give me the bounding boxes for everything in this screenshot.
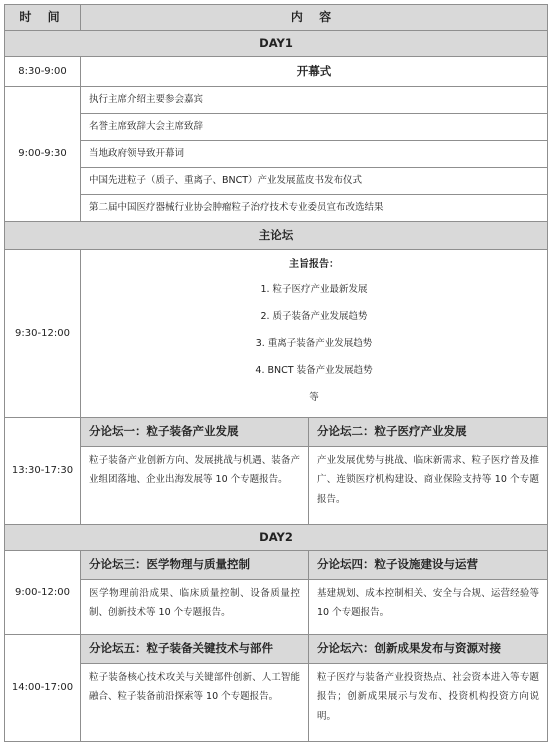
- subforum-5-title: 分论坛五：粒子装备关键技术与部件: [81, 635, 309, 664]
- subforum-3-title: 分论坛三：医学物理与质量控制: [81, 551, 309, 580]
- agenda-table: [4, 4, 548, 742]
- keynote-block: [81, 250, 548, 418]
- subforum-4-body: 基建规划、成本控制相关、安全与合规、运营经验等 10 个专题报告。: [309, 580, 548, 635]
- subforum-3-body: 医学物理前沿成果、临床质量控制、设备质量控制、创新技术等 10 个专题报告。: [81, 580, 309, 635]
- header-content: 内 容: [81, 5, 548, 31]
- main-forum-title: 主论坛: [5, 222, 548, 250]
- subforum-5-6-title-row: [5, 635, 548, 664]
- opening-item-4: 中国先进粒子（质子、重离子、BNCT）产业发展蓝皮书发布仪式: [81, 168, 548, 195]
- subforum-1-title: 分论坛一：粒子装备产业发展: [81, 418, 309, 447]
- list-item: [5, 195, 548, 222]
- subforum-6-body: 粒子医疗与装备产业投资热点、社会资本进入等专题报告；创新成果展示与发布、投资机构投资方向说明。: [309, 664, 548, 742]
- subforum-2-title: 分论坛二：粒子医疗产业发展: [309, 418, 548, 447]
- opening-row: [5, 57, 548, 87]
- day1-label: DAY1: [5, 31, 548, 57]
- subforum-1-2-title-row: [5, 418, 548, 447]
- subforum-5-body: 粒子装备核心技术攻关与关键部件创新、人工智能融合、粒子装备前沿探索等 10 个专题报告。: [81, 664, 309, 742]
- day2-afternoon-time: 14:00-17:00: [5, 635, 81, 742]
- keynote-row: [5, 250, 548, 418]
- main-forum-time: 9:30-12:00: [5, 250, 81, 418]
- opening-item-2: 名誉主席致辞大会主席致辞: [81, 114, 548, 141]
- header-time: 时 间: [5, 5, 81, 31]
- subforum-3-4-title-row: [5, 551, 548, 580]
- list-item: [5, 87, 548, 114]
- subforum-1-body: 粒子装备产业创新方向、发展挑战与机遇、装备产业组团落地、企业出海发展等 10 个专题报告。: [81, 447, 309, 525]
- table-header-row: [5, 5, 548, 31]
- opening-program-time: 9:00-9:30: [5, 87, 81, 222]
- opening-title: 开幕式: [81, 57, 548, 87]
- subforum-6-title: 分论坛六：创新成果发布与资源对接: [309, 635, 548, 664]
- keynote-item-3: 3. 重离子装备产业发展趋势: [255, 338, 373, 349]
- subforum-1-2-body-row: [5, 447, 548, 525]
- keynote-item-4: 4. BNCT 装备产业发展趋势: [255, 365, 373, 376]
- keynote-title: 主旨报告：: [289, 259, 339, 270]
- keynote-item-2: 2. 质子装备产业发展趋势: [260, 311, 368, 322]
- day1-row: [5, 31, 548, 57]
- subforum-2-body: 产业发展优势与挑战、临床新需求、粒子医疗普及推广、连锁医疗机构建设、商业保险支持等 10 个专题报告。: [309, 447, 548, 525]
- list-item: [5, 141, 548, 168]
- keynote-item-1: 1. 粒子医疗产业最新发展: [260, 284, 368, 295]
- opening-time: 8:30-9:00: [5, 57, 81, 87]
- day2-morning-time: 9:00-12:00: [5, 551, 81, 635]
- day2-row: [5, 525, 548, 551]
- opening-item-1: 执行主席介绍主要参会嘉宾: [81, 87, 548, 114]
- main-forum-row: [5, 222, 548, 250]
- subforum-3-4-body-row: [5, 580, 548, 635]
- keynote-item-5: 等: [309, 392, 319, 403]
- opening-item-3: 当地政府领导致开幕词: [81, 141, 548, 168]
- subforum-4-title: 分论坛四：粒子设施建设与运营: [309, 551, 548, 580]
- day1-afternoon-time: 13:30-17:30: [5, 418, 81, 525]
- opening-item-5: 第二届中国医疗器械行业协会肿瘤粒子治疗技术专业委员宣布改选结果: [81, 195, 548, 222]
- list-item: [5, 114, 548, 141]
- subforum-5-6-body-row: [5, 664, 548, 742]
- list-item: [5, 168, 548, 195]
- day2-label: DAY2: [5, 525, 548, 551]
